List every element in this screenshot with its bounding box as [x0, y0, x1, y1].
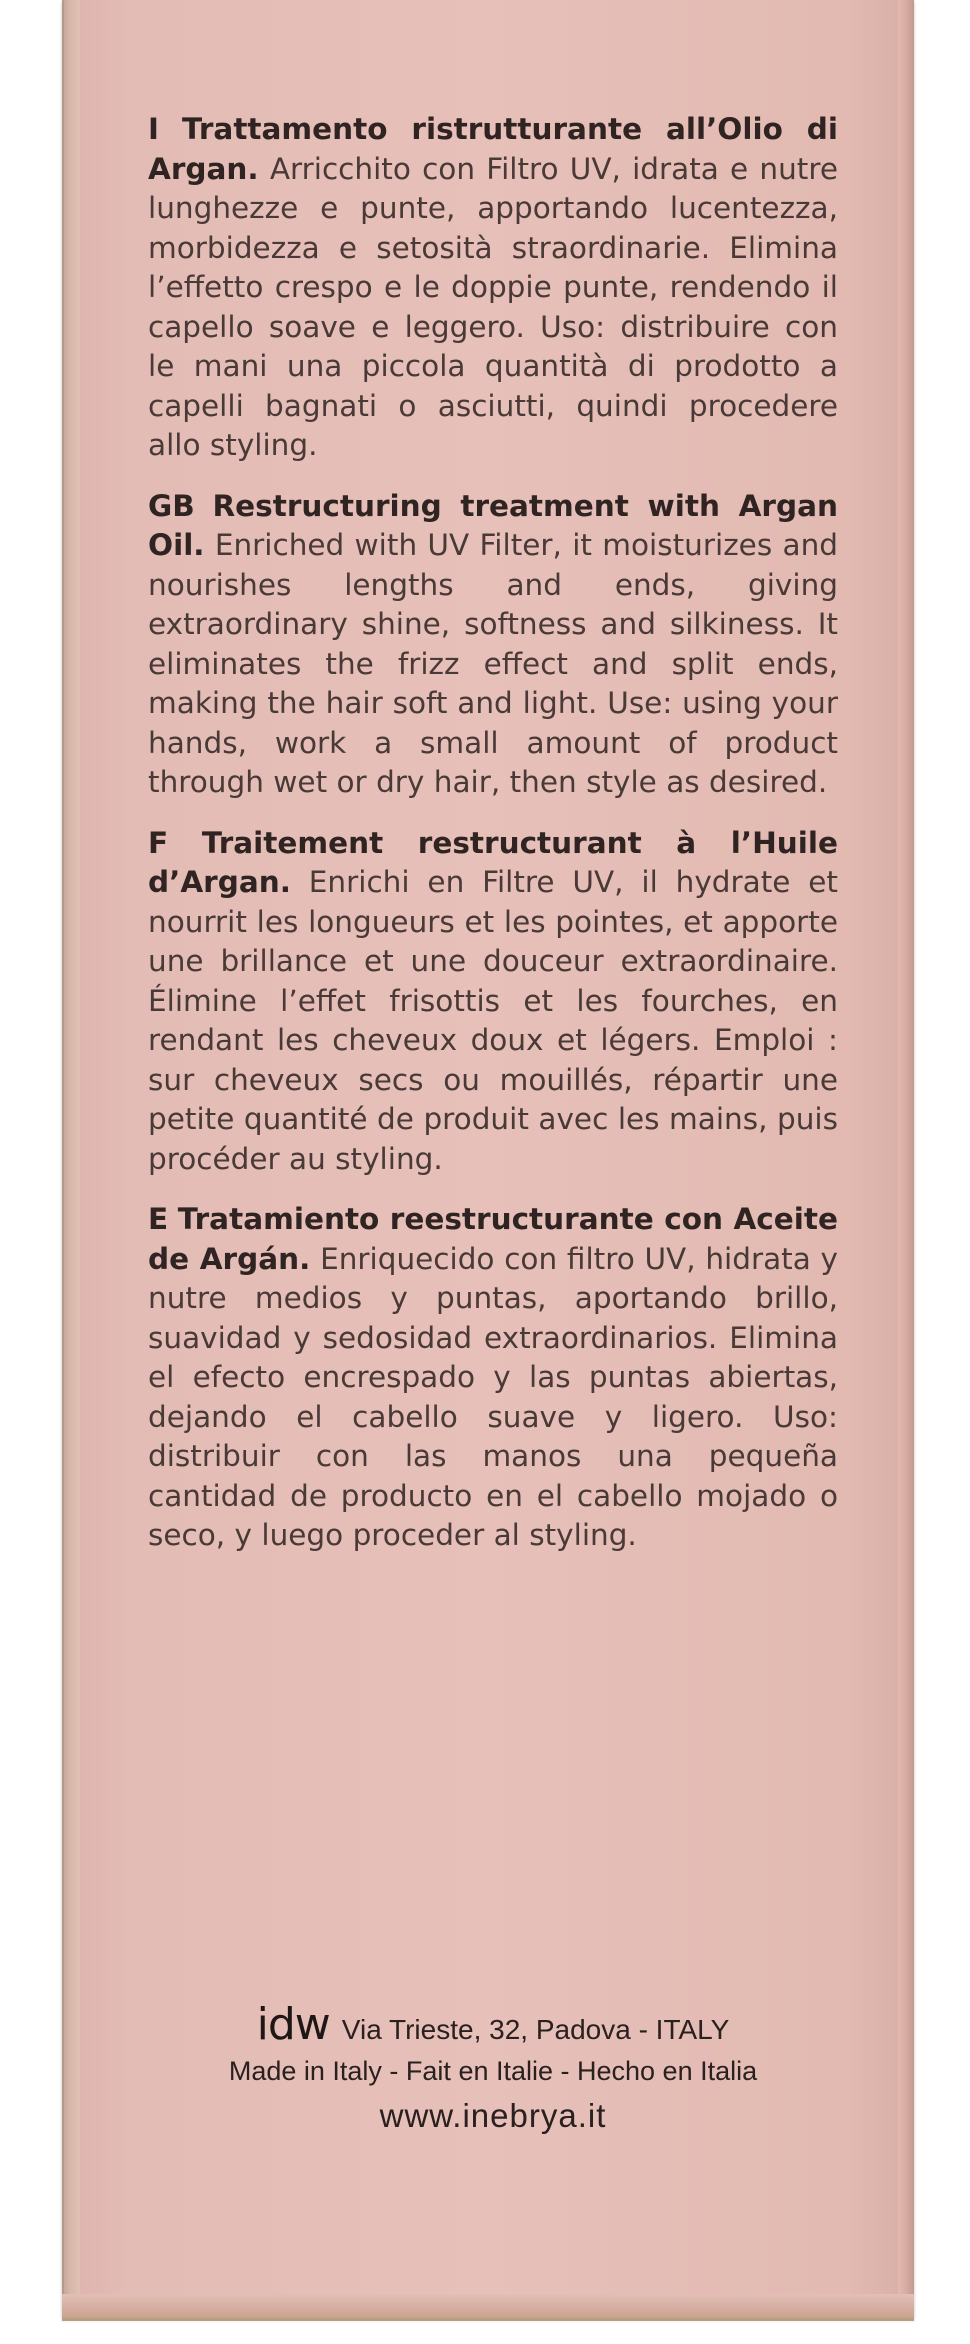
paragraph-french-heading: Traitement restructurant à l’Huile d’Argan. [148, 825, 838, 899]
package-bottom-edge [62, 2294, 914, 2321]
paragraph-english-body: Enriched with UV Filter, it moisturizes and nourishes lengths and ends, giving extraordinary shine, softness and silkiness. It eliminates the frizz effect and split ends, making the hair soft and light. Use: using your hands, work a small amount of product through wet or dry hair, then style as desired. [148, 528, 838, 799]
paragraph-french-lang: F [148, 825, 169, 860]
footer-made-in: Made in Italy - Fait en Italie - Hecho en Italia [228, 2056, 758, 2086]
footer-address-line [148, 1999, 838, 2050]
paragraph-italian-lang: I [148, 112, 159, 146]
paragraph-english-heading: Restructuring treatment with Argan Oil. [148, 488, 838, 562]
idw-logo: idw [256, 1999, 330, 2050]
paragraph-italian-heading: Trattamento ristrutturante all’Olio di Argan. [148, 112, 838, 186]
paragraph-spanish-heading: Tratamiento reestructurante con Aceite de Argán. [148, 1202, 838, 1276]
manufacturer-footer [148, 1999, 838, 2140]
paragraph-spanish-lang: E [148, 1202, 169, 1236]
package-left-fold [62, 0, 80, 2318]
paragraph-spanish [148, 1200, 838, 1556]
description-text-block [148, 110, 838, 1577]
paragraph-french [148, 824, 838, 1180]
package-right-edge [898, 0, 914, 2318]
footer-website: www.inebrya.it [379, 2097, 607, 2134]
footer-address: Via Trieste, 32, Padova - ITALY [341, 2014, 730, 2045]
paragraph-italian-body: Arricchito con Filtro UV, idrata e nutre lunghezze e punte, apportando lucentezza, morbidezza e setosità straordinarie. Elimina l’effetto crespo e le doppie punte, rendendo il capello soave e leggero. Uso: distribuire con le mani una piccola quantità di prodotto a capelli bagnati o asciutti, quindi procedere allo styling. [148, 151, 838, 462]
paragraph-english [148, 487, 838, 803]
paragraph-english-lang: GB [148, 488, 195, 523]
paragraph-italian [148, 110, 838, 466]
paragraph-french-body: Enrichi en Filtre UV, il hydrate et nourrit les longueurs et les pointes, et apporte une brillance et une douceur extraordinaire. Élimine l’effet frisottis et les fourches, en rendant les cheveux doux et légers. Emploi : sur cheveux secs ou mouillés, répartir une petite quantité de produit avec les mains, puis procéder au styling. [148, 865, 838, 1176]
paragraph-spanish-body: Enriquecido con filtro UV, hidrata y nutre medios y puntas, aportando brillo, suavidad y sedosidad extraordinarios. Elimina el efecto encrespado y las puntas abiertas, dejando el cabello suave y ligero. Uso: distribuir con las manos una pequeña cantidad de producto en el cabello mojado o seco, y luego proceder al styling. [148, 1241, 838, 1552]
